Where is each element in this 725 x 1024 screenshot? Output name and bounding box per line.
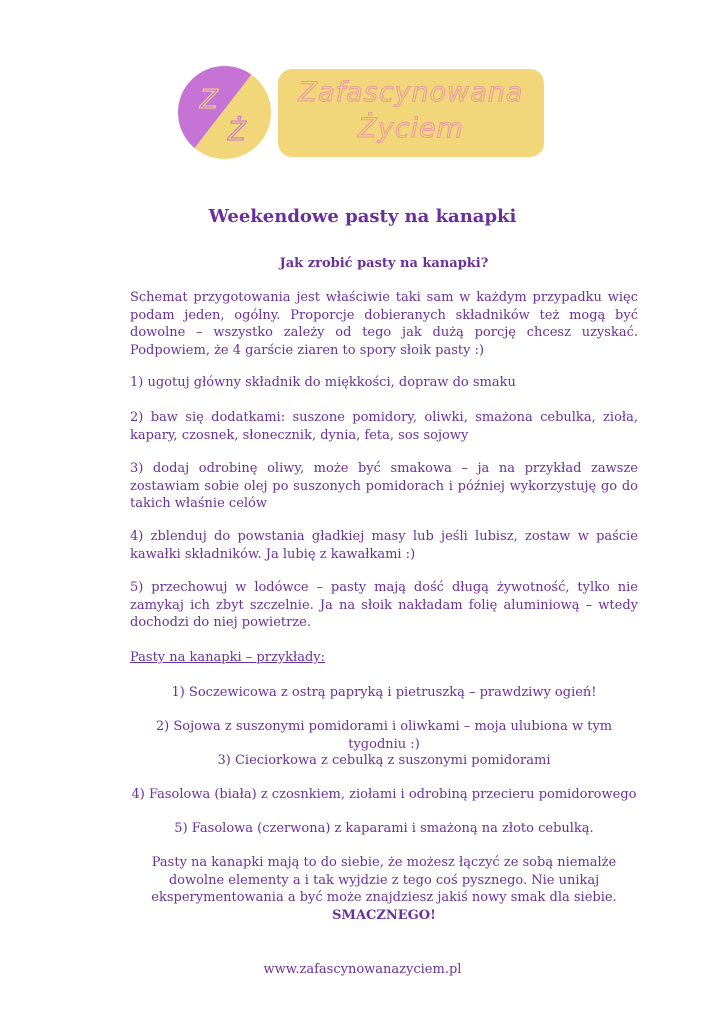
footer-url: www.zafascynowanazyciem.pl <box>263 962 462 977</box>
logo-letter-z: Z <box>200 85 218 115</box>
page-title: Weekendowe pasty na kanapki <box>208 206 517 227</box>
intro-paragraph: Schemat przygotowania jest właściwie taki sam w każdym przypadku więc podam jeden, ogólny. Proporcje dobieranych składników też mogą być dowolne – wszystko zależy od tego jak dużą porcję chcesz uzyskać. Podpowiem, że 4 garście ziaren to spory słoik pasty :) <box>130 290 638 358</box>
examples-heading: Pasty na kanapki – przykłady: <box>130 650 326 665</box>
example-4: 4) Fasolowa (biała) z czosnkiem, ziołami i odrobiną przecieru pomidorowego <box>131 787 637 802</box>
logo-text-line1: Zafascynowana <box>298 77 524 108</box>
example-3: 3) Cieciorkowa z cebulką z suszonymi pomidorami <box>217 753 551 768</box>
logo-text-line2: Życiem <box>358 113 464 144</box>
step-4: 4) zblenduj do powstania gładkiej masy lub jeśli lubisz, zostaw w paście kawałki składników. Ja lubię z kawałkami :) <box>130 529 638 562</box>
closing-paragraph <box>130 854 638 924</box>
step-1: 1) ugotuj główny składnik do miękkości, dopraw do smaku <box>130 375 516 390</box>
step-5: 5) przechowuj w lodówce – pasty mają dość długą żywotność, tylko nie zamykaj ich zbyt szczelnie. Ja na słoik nakładam folię aluminiową – wtedy dochodzi do niej powietrze. <box>130 580 638 630</box>
example-1: 1) Soczewicowa z ostrą papryką i pietruszką – prawdziwy ogień! <box>171 685 597 700</box>
logo-banner <box>278 69 544 157</box>
example-5: 5) Fasolowa (czerwona) z kaparami i smażoną na złoto cebulką. <box>174 821 594 836</box>
step-3: 3) dodaj odrobinę oliwy, może być smakowa – ja na przykład zawsze zostawiam sobie olej po suszonych pomidorach i później wykorzystuję go do takich właśnie celów <box>130 461 638 511</box>
logo-letter-z-dot: Ż <box>228 117 246 147</box>
closing-text: Pasty na kanapki mają to do siebie, że możesz łączyć ze sobą niemalże dowolne elementy a i tak wyjdzie z tego coś pysznego. Nie unikaj eksperymentowania a być może znajdziesz jakiś nowy smak dla siebie. <box>151 855 617 905</box>
closing-bold: SMACZNEGO! <box>332 907 436 923</box>
subtitle: Jak zrobić pasty na kanapki? <box>279 256 489 271</box>
step-2: 2) baw się dodatkami: suszone pomidory, oliwki, smażona cebulka, zioła, kapary, czosnek, słonecznik, dynia, feta, sos sojowy <box>130 410 638 443</box>
logo-circle <box>178 66 271 159</box>
example-2: 2) Sojowa z suszonymi pomidorami i oliwkami – moja ulubiona w tym tygodniu :) <box>155 719 613 752</box>
